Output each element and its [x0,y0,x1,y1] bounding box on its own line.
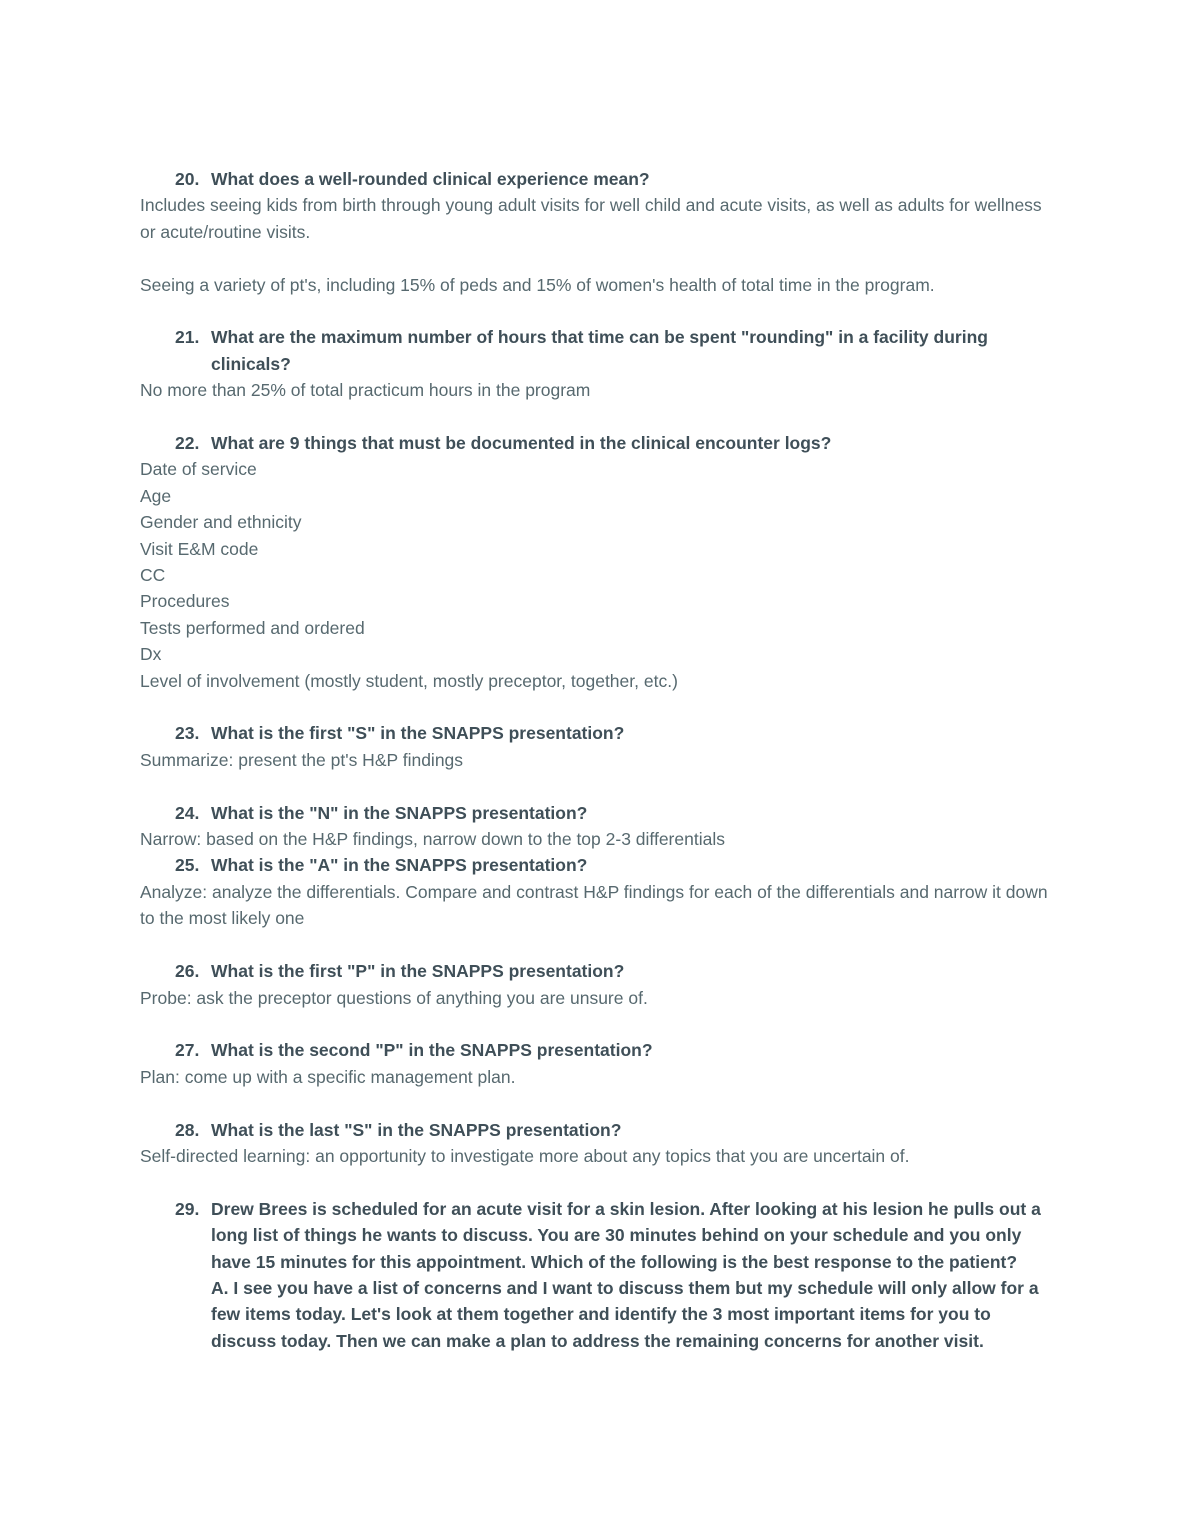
question-text: What is the "N" in the SNAPPS presentation? [211,802,588,823]
paragraph-spacer [140,1090,1050,1116]
answer-text: CC [140,565,166,586]
question-paragraph [140,800,1050,826]
answer-text: Seeing a variety of pt's, including 15% of peds and 15% of women's health of total time in the program. [140,274,935,295]
question-paragraph [140,720,1050,746]
question-text: What does a well-rounded clinical experience mean? [211,169,650,189]
answer-text: Analyze: analyze the differentials. Compare and contrast H&P findings for each of the differentials and narrow it down to the most likely one [140,881,1048,929]
question-paragraph [140,852,1050,878]
question-number: 20. [175,169,200,189]
question-text: What is the last "S" in the SNAPPS presentation? [211,1119,622,1140]
answer-text: Self-directed learning: an opportunity to investigate more about any topics that you are uncertain of. [140,1145,910,1166]
question-number: 26. [175,961,200,982]
question-number: 27. [175,1040,200,1061]
question-paragraph [140,1037,1050,1063]
paragraph-spacer [140,694,1050,720]
question-number: 21. [175,327,200,348]
question-number: 24. [175,802,200,823]
paragraph-spacer [140,932,1050,958]
paragraph-spacer [140,245,1050,271]
question-text: What is the "A" in the SNAPPS presentation? [211,855,588,876]
question-paragraph [140,958,1050,984]
question-text: What is the first "S" in the SNAPPS presentation? [211,723,625,744]
question-paragraph [140,1117,1050,1143]
question-number: 28. [175,1119,200,1140]
paragraph-spacer [140,298,1050,324]
paragraph-spacer [140,1011,1050,1037]
answer-text: Date of service [140,459,257,480]
question-paragraph [140,1196,1050,1275]
answer-text: Probe: ask the preceptor questions of anything you are unsure of. [140,987,648,1008]
question-number: 23. [175,723,200,744]
question-paragraph [140,166,1050,192]
paragraph-spacer [140,1169,1050,1195]
answer-text: Includes seeing kids from birth through young adult visits for well child and acute visits, as well as adults for wellness or acute/routine visits. [140,195,1042,242]
answer-text: Plan: come up with a specific management plan. [140,1066,516,1087]
question-paragraph [140,430,1050,456]
answer-text: Visit E&M code [140,538,259,559]
answer-text: Level of involvement (mostly student, mostly preceptor, together, etc.) [140,670,678,691]
question-number: 25. [175,855,200,876]
question-text: What are the maximum number of hours that time can be spent "rounding" in a facility during clinicals? [211,327,988,374]
question-number: 22. [175,433,200,454]
question-number: 29. [175,1198,200,1219]
answer-text: Narrow: based on the H&P findings, narrow down to the top 2-3 differentials [140,829,725,850]
question-text: What are 9 things that must be documented in the clinical encounter logs? [211,433,832,454]
answer-text: Dx [140,644,162,665]
question-text: Drew Brees is scheduled for an acute visit for a skin lesion. After looking at his lesion he pulls out a long list of things he wants to discuss. You are 30 minutes behind on your schedule and you only have 15 minutes for this appointment. Which of the following is the best response to the patient? [211,1198,1041,1272]
question-text: What is the second "P" in the SNAPPS presentation? [211,1040,653,1061]
answer-text: Gender and ethnicity [140,512,302,533]
answer-text: Procedures [140,591,230,612]
answer-text: No more than 25% of total practicum hours in the program [140,380,591,401]
paragraph-spacer [140,773,1050,799]
question-text: What is the first "P" in the SNAPPS presentation? [211,961,625,982]
paragraph-spacer [140,404,1050,430]
answer-text: Tests performed and ordered [140,617,365,638]
question-option-text: A. I see you have a list of concerns and I want to discuss them but my schedule will only allow for a few items today. Let's look at them together and identify the 3 most important items for you to discuss today. Then we can make a plan to address the remaining concerns for another visit. [211,1277,1039,1351]
answer-text: Age [140,485,172,506]
question-paragraph [140,324,1050,377]
answer-text: Summarize: present the pt's H&P findings [140,749,464,770]
